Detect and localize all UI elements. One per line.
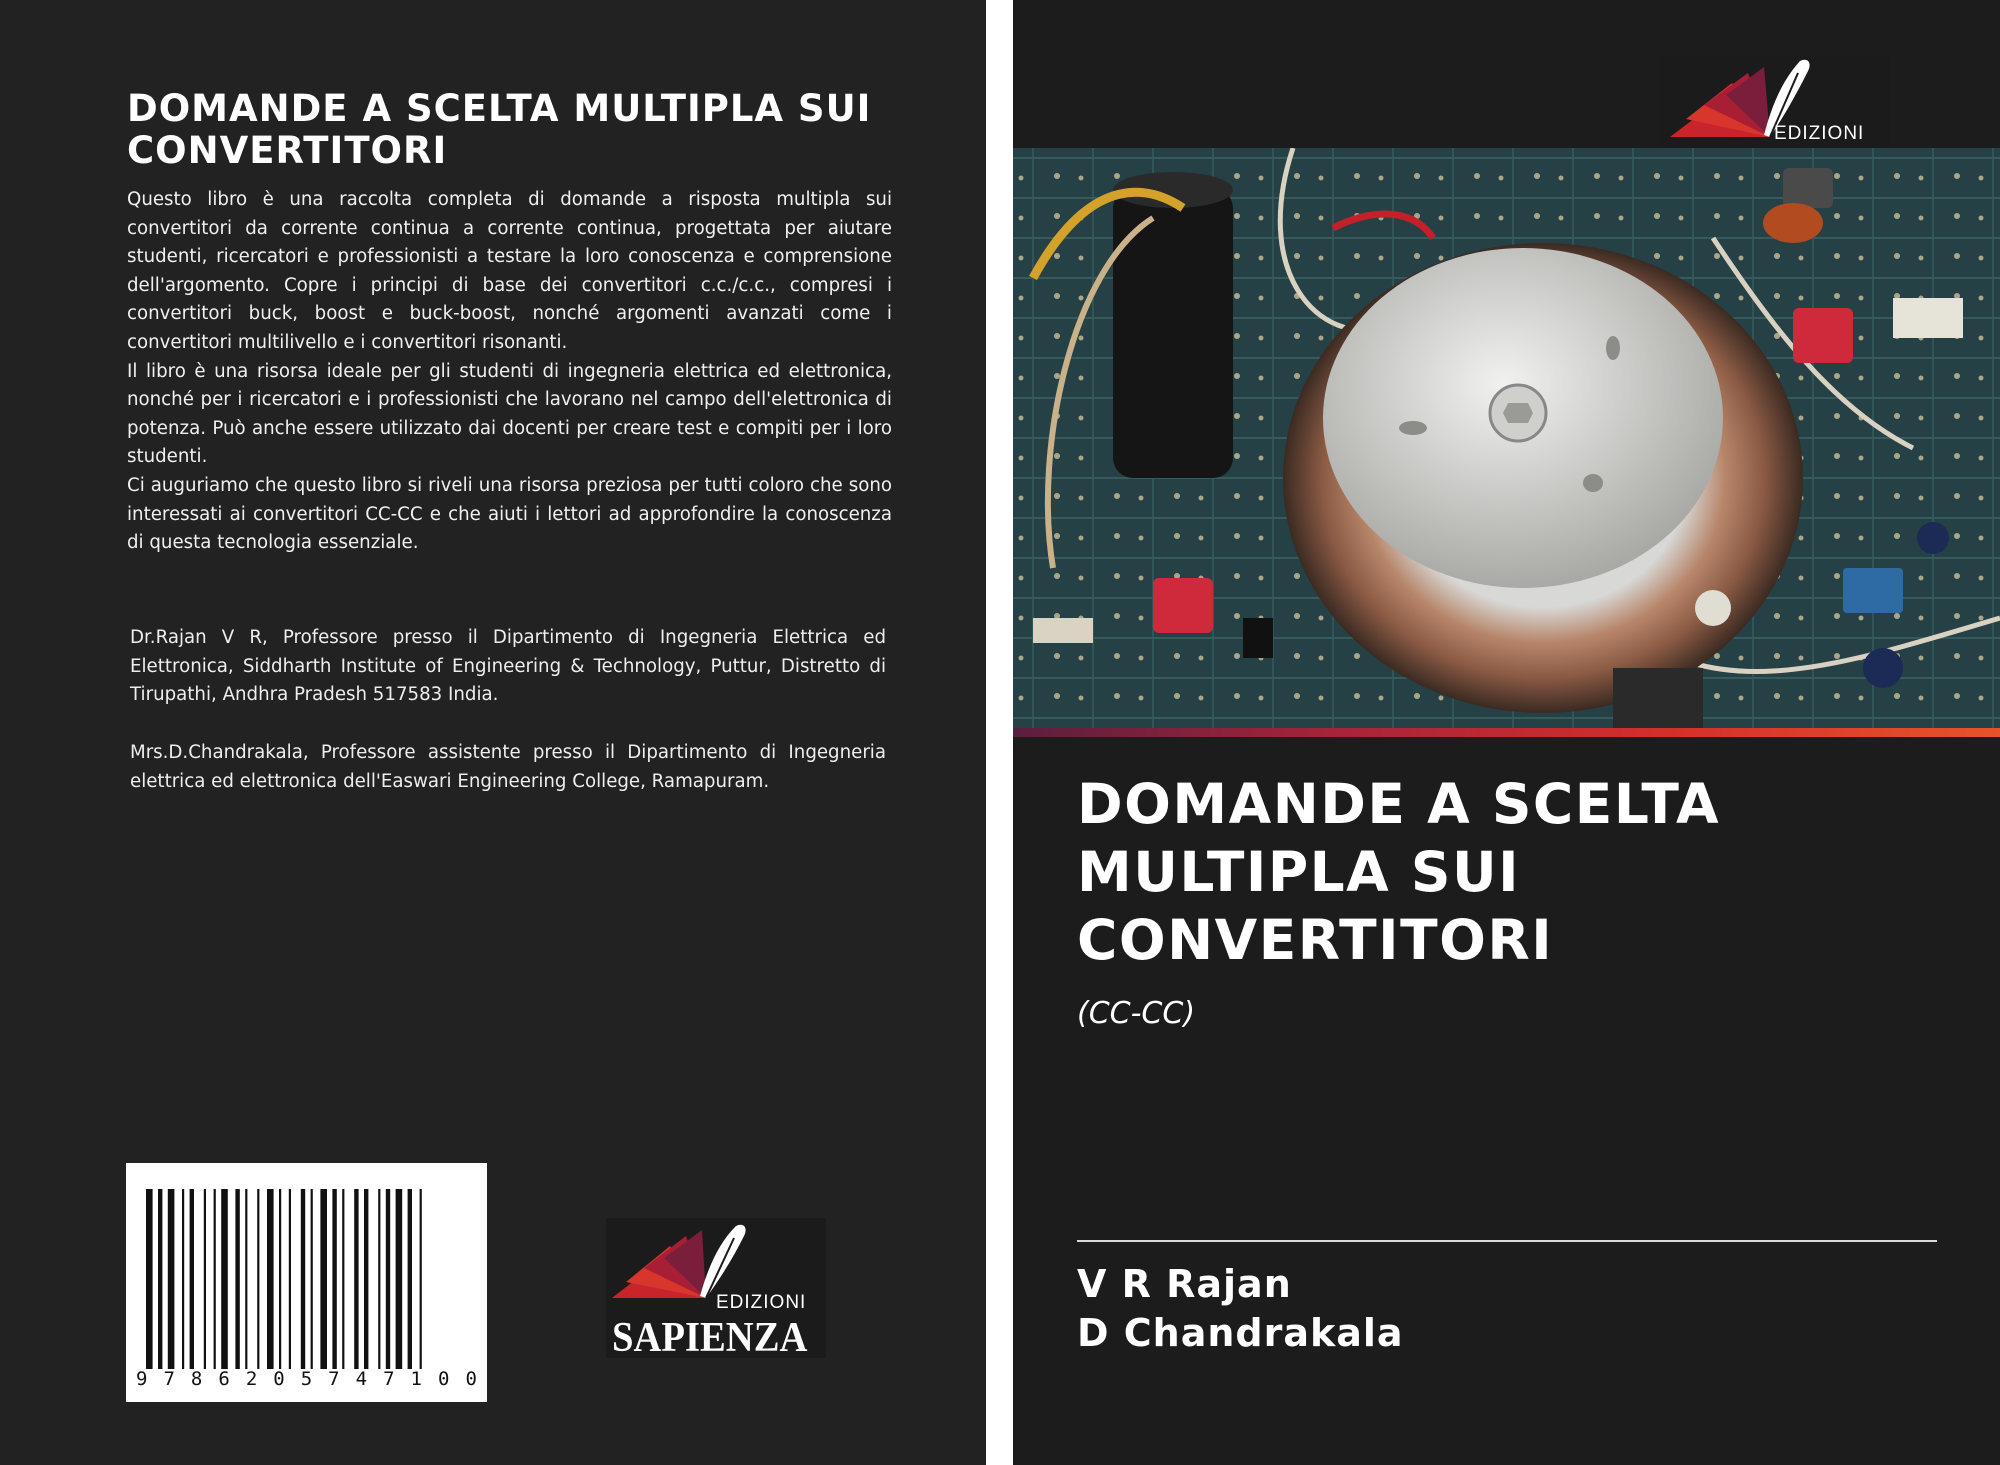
barcode-digit: 5 <box>300 1368 313 1390</box>
front-cover-subtitle: (CC-CC) <box>1077 996 1196 1031</box>
description-paragraph: Questo libro è una raccolta completa di domande a risposta multipla sui convertitori da corrente continua a corrente continua, progettata per aiutare studenti, ricercatori e professionisti a testare la loro conoscenza e comprensione dell'argomento. Copre i principi di base dei convertitori c.c./c.c., compresi i convertitori buck, boost e buck-boost, nonché argomenti avanzati come i convertitori multilivello e i convertitori risonanti. <box>127 189 892 353</box>
barcode-digit: 1 <box>410 1368 422 1390</box>
barcode-digit: 0 <box>273 1368 285 1390</box>
isbn-barcode <box>126 1163 487 1402</box>
back-cover-description <box>127 186 892 558</box>
author-bio-chandrakala: Mrs.D.Chandrakala, Professore assistente presso il Dipartimento di Ingegneria elettrica ed elettronica dell'Easwari Engineering College, Ramapuram. <box>130 742 886 792</box>
description-paragraph: Ci auguriamo che questo libro si riveli una risorsa preziosa per tutti coloro che sono interessati ai convertitori CC-CC e che aiuti i lettori ad approfondire la conoscenza di questa tecnologia essenziale. <box>127 474 892 554</box>
author-name: V R Rajan <box>1077 1262 1292 1306</box>
barcode-digit: 8 <box>190 1368 203 1390</box>
barcode-digits <box>136 1368 477 1390</box>
barcode-digit: 0 <box>465 1368 477 1390</box>
publisher-name: SAPIENZA <box>612 1315 808 1361</box>
publisher-edizioni-label: EDIZIONI <box>1774 123 1865 144</box>
author-bio-rajan: Dr.Rajan V R, Professore presso il Dipartimento di Ingegneria Elettrica ed Elettronica, Siddharth Institute of Engineering & Technology, Puttur, Distretto di Tirupathi, Andhra Pradesh 517583 India. <box>130 627 886 706</box>
front-cover-title: DOMANDE A SCELTA MULTIPLA SUI CONVERTITORI <box>1077 772 1721 972</box>
barcode-digit: 4 <box>355 1368 368 1390</box>
description-paragraph: Il libro è una risorsa ideale per gli studenti di ingegneria elettrica ed elettronica, nonché per i ricercatori e i professionisti che lavorano nel campo dell'elettronica di potenza. Può anche essere utilizzato dai docenti per creare test e compiti per i loro studenti. <box>127 360 892 468</box>
barcode-digit: 7 <box>328 1368 340 1390</box>
barcode-digit: 6 <box>218 1368 230 1390</box>
accent-stripe <box>1013 728 2000 737</box>
barcode-digit: 7 <box>383 1368 395 1390</box>
back-cover-title: DOMANDE A SCELTA MULTIPLA SUI CONVERTITORI <box>127 87 872 172</box>
transformer-pcb-illustration <box>1013 148 2000 728</box>
publisher-logo-back <box>606 1218 826 1361</box>
author-name: D Chandrakala <box>1077 1311 1404 1355</box>
cover-photo-circuit-board <box>1013 148 2000 728</box>
barcode-bars <box>126 1163 487 1402</box>
barcode-digit: 0 <box>437 1368 450 1390</box>
barcode-digit: 9 <box>136 1368 148 1390</box>
author-divider <box>1077 1240 1937 1242</box>
back-cover <box>0 0 986 1465</box>
barcode-digit: 2 <box>245 1368 258 1390</box>
publisher-edizioni-label: EDIZIONI <box>716 1292 807 1313</box>
barcode-digit: 7 <box>163 1368 175 1390</box>
